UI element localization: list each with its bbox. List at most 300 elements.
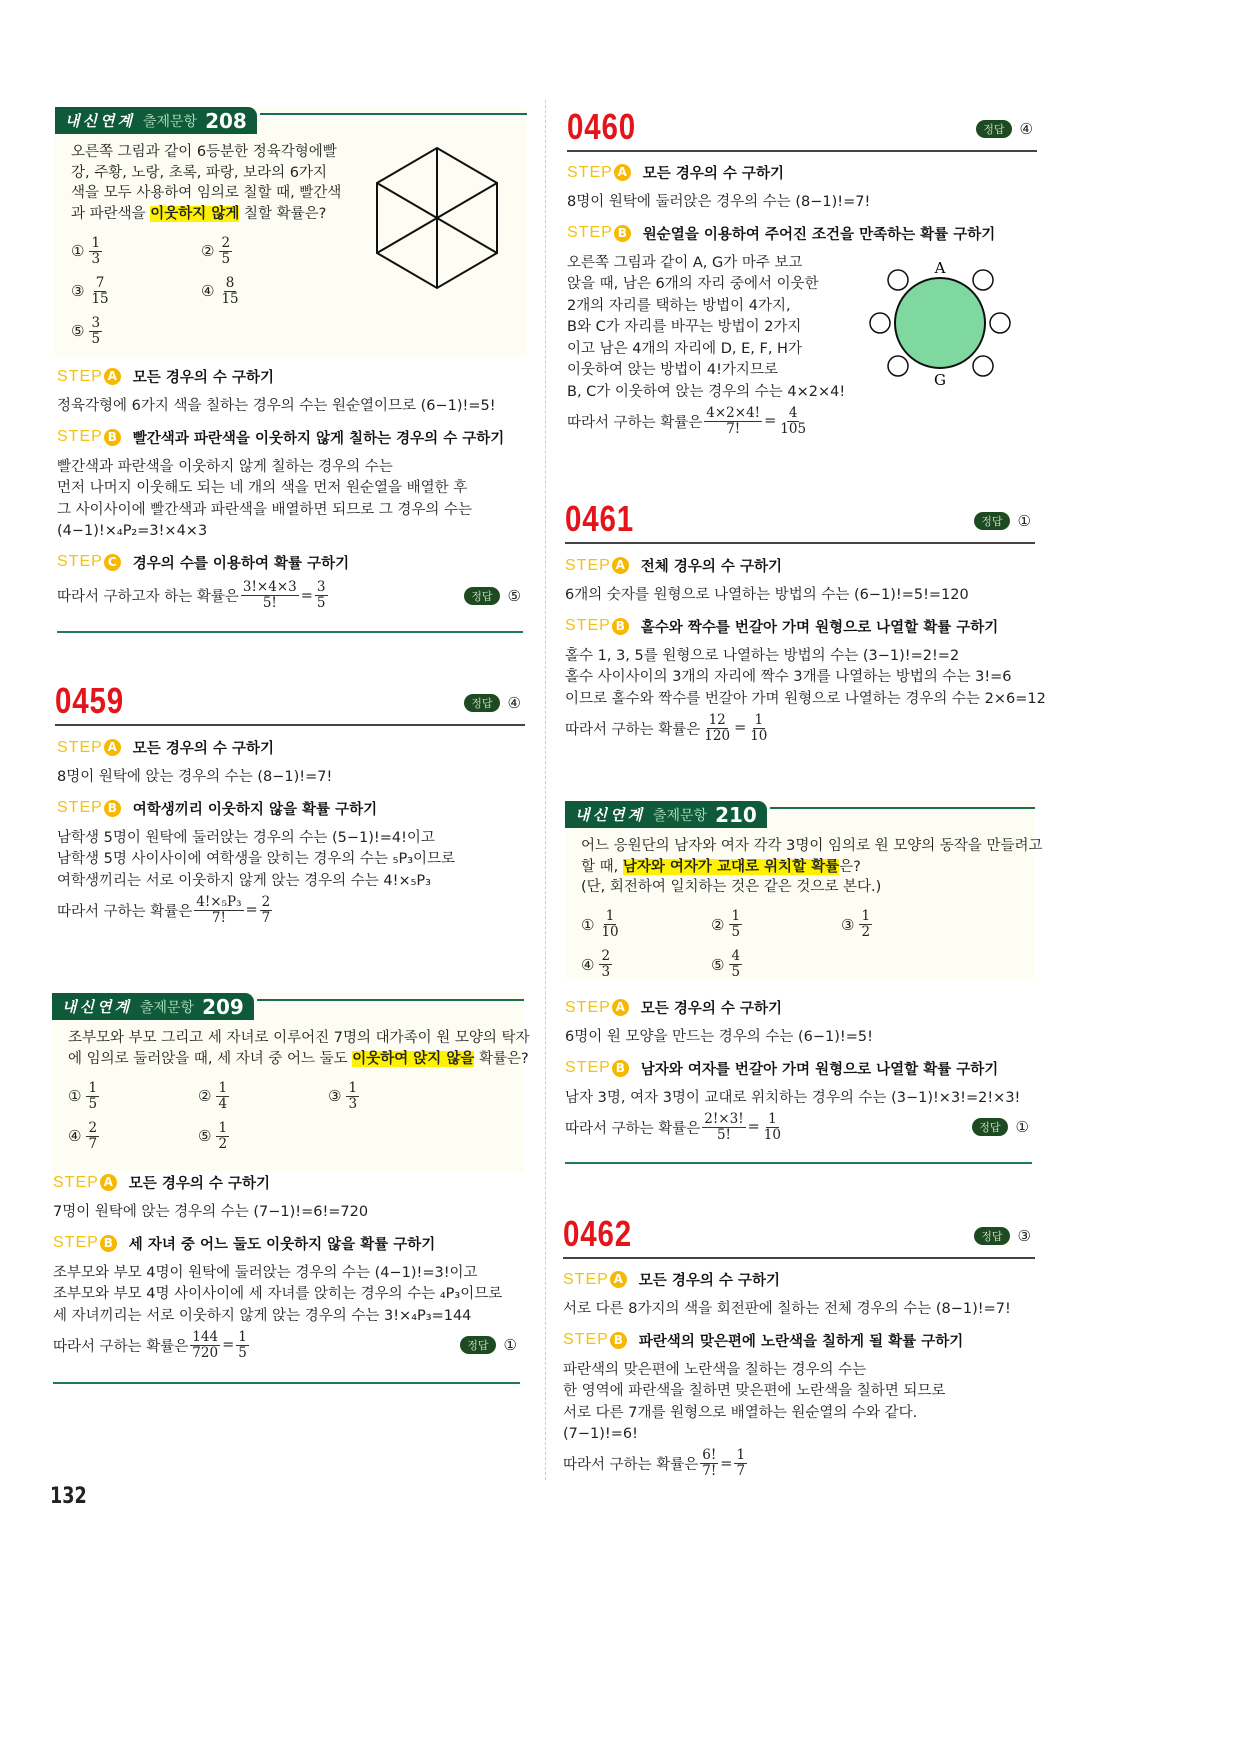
step-title: 남자와 여자를 번갈아 가며 원형으로 나열할 확률 구하기 [640, 1061, 999, 1078]
fraction [762, 1112, 783, 1143]
text: = [300, 587, 313, 604]
problem-line [68, 1028, 530, 1049]
step-title: 모든 경우의 수 구하기 [132, 741, 275, 757]
solution-line [57, 478, 525, 500]
step-badge: A [614, 164, 631, 181]
text: 7명이 원탁에 앉는 경우의 수는 (7−1)!=6!=720 [53, 1204, 369, 1220]
text: 어느 응원단의 남자와 여자 각각 3명이 임의로 원 모양의 동작을 만들려고 [581, 838, 1043, 854]
text: 홀수 사이사이의 3개의 자리에 짝수 3개를 나열하는 방법의 수는 3!=6 [565, 669, 1012, 685]
choice-5 [711, 946, 841, 984]
choice-mark: ⑤ [198, 1127, 212, 1145]
fraction [86, 1081, 99, 1112]
step-a-header [565, 992, 1033, 1023]
text: 6명이 원 모양을 만드는 경우의 수는 (6−1)!=5! [565, 1029, 873, 1045]
fraction [734, 1448, 747, 1479]
solution-line [57, 396, 525, 418]
step-title: 모든 경우의 수 구하기 [638, 1273, 781, 1289]
page-number: 132 [50, 1484, 87, 1509]
final-answer-line [57, 892, 525, 928]
step-b-header [567, 218, 1037, 249]
choice-2 [198, 1077, 328, 1115]
answer [972, 1118, 1029, 1136]
step-badge: B [104, 429, 121, 446]
text: 2개의 자리를 택하는 방법이 4가지, [567, 297, 791, 314]
denominator: 5 [316, 595, 326, 611]
answer-badge: 정답 [972, 1118, 1007, 1136]
solution-line [565, 1027, 1033, 1049]
text: B, C가 이웃하여 앉는 경우의 수는 4×2×4! [567, 383, 846, 400]
step-badge: A [104, 739, 121, 756]
question-number: 210 [715, 802, 757, 827]
fraction [219, 276, 240, 307]
text: = [764, 413, 777, 429]
choice-mark: ③ [841, 915, 855, 934]
problem-line [68, 1049, 530, 1070]
q210-box [565, 801, 1043, 980]
text: 8명이 원탁에 앉는 경우의 수는 (8−1)!=7! [57, 769, 333, 785]
seat [888, 356, 908, 376]
solution-line [57, 500, 525, 522]
problem-heading [563, 1213, 1035, 1259]
problem-line [581, 836, 1043, 857]
final-answer-line [565, 710, 1035, 746]
h0462-head [563, 1213, 1035, 1259]
denominator: 5 [731, 964, 741, 980]
text: 에 임의로 둘러앉을 때, 세 자녀 중 어느 둘도 [68, 1050, 353, 1067]
seat-label-g: G [934, 371, 946, 389]
step-title: 빨간색과 파란색을 이웃하지 않게 칠하는 경우의 수 구하기 [132, 430, 505, 447]
denominator: 5 [88, 1095, 98, 1112]
brand-title: 내신연계 [65, 112, 135, 130]
solution-line [563, 1299, 1033, 1321]
denominator: 7! [702, 1463, 717, 1479]
fraction [704, 406, 762, 437]
answer-mark: ④ [1019, 120, 1033, 138]
step-badge: A [100, 1174, 117, 1191]
fraction [190, 1330, 220, 1361]
text: 여학생끼리는 서로 이웃하지 않게 앉는 경우의 수는 4!×₅P₃ [57, 872, 431, 889]
h0460-head [567, 106, 1037, 152]
step-label: STEP [53, 1173, 99, 1191]
fraction [702, 1112, 745, 1143]
solution-line [57, 871, 525, 893]
answer-mark: ① [1017, 512, 1031, 530]
text: 남학생 5명 사이사이에 여학생을 앉히는 경우의 수는 ₅P₃이므로 [57, 851, 456, 867]
seat [870, 313, 890, 333]
choice-mark: ① [581, 915, 595, 934]
numerator: 2!×3! [704, 1110, 744, 1127]
step-a-header [567, 157, 1037, 188]
problem-line [71, 183, 341, 204]
step-badge: A [610, 1271, 627, 1288]
denominator: 3 [91, 250, 101, 267]
numerator: 1 [731, 908, 741, 924]
numerator: 12 [708, 711, 726, 728]
choice-mark: ④ [201, 282, 215, 300]
solution-line [563, 1360, 1033, 1382]
answer-choices [68, 1077, 530, 1155]
choice-1 [71, 232, 201, 270]
denominator: 120 [704, 727, 731, 744]
choice-mark: ① [71, 242, 85, 260]
numerator: 1 [861, 908, 871, 924]
text: 확률은? [474, 1050, 529, 1067]
numerator: 1 [605, 908, 615, 924]
fraction [599, 949, 612, 980]
numerator: 144 [192, 1328, 219, 1345]
final-answer-line [563, 1446, 1033, 1482]
numerator: 1 [218, 1079, 228, 1096]
step-b-header [53, 1228, 521, 1259]
section-divider [57, 631, 523, 633]
fraction [748, 713, 769, 744]
fraction [315, 580, 328, 611]
problem-body [68, 1028, 530, 1155]
text: 이웃하여 앉는 방법이 4!가지므로 [567, 362, 778, 378]
denominator: 7 [736, 1463, 746, 1479]
step-label: STEP [57, 428, 103, 445]
q209-box [52, 993, 530, 1171]
text: = [245, 902, 258, 918]
numerator: 2 [221, 234, 231, 251]
fraction [346, 1081, 359, 1112]
step-badge: A [612, 557, 629, 574]
fraction [89, 236, 102, 267]
step-title: 여학생끼리 이웃하지 않을 확률 구하기 [132, 801, 378, 818]
final-answer-line [57, 578, 525, 614]
text: 오른쪽 그림과 같이 A, G가 마주 보고 [567, 254, 803, 271]
step-a-header [565, 550, 1035, 581]
text: 할 때, [581, 858, 623, 875]
step-badge: B [104, 800, 121, 817]
step-b-header [565, 611, 1035, 642]
text: = [747, 1119, 760, 1135]
final-answer-line [565, 1109, 1033, 1145]
seat-label-a: A [934, 259, 946, 277]
s210-sol [565, 992, 1033, 1145]
denominator: 5 [238, 1344, 247, 1361]
choice-5 [71, 312, 201, 350]
brand-label: 출제문항 [142, 113, 198, 130]
text: 먼저 나머지 이웃해도 되는 네 개의 색을 먼저 원순열을 배열한 후 [57, 480, 468, 496]
section-divider [565, 1162, 1032, 1164]
fraction [702, 713, 732, 744]
seat [973, 356, 993, 376]
text: 조부모와 부모 그리고 세 자녀로 이루어진 7명의 대가족이 원 모양의 탁자 [68, 1030, 530, 1046]
step-title: 모든 경우의 수 구하기 [640, 1001, 783, 1017]
text: 강, 주황, 노랑, 초록, 파랑, 보라의 6가지 [71, 164, 328, 181]
step-title: 모든 경우의 수 구하기 [132, 370, 275, 386]
denominator: 105 [780, 420, 807, 437]
numerator: 4 [788, 404, 798, 421]
problem-number: 0461 [565, 498, 634, 539]
step-a-header [563, 1264, 1033, 1295]
step-label: STEP [567, 163, 613, 181]
numerator: 1 [736, 1447, 746, 1463]
text: B와 C가 자리를 바꾸는 방법이 2가지 [567, 319, 802, 335]
text: = [734, 720, 747, 736]
step-label: STEP [565, 998, 611, 1016]
final-answer-line [567, 403, 1037, 439]
numerator: 6! [702, 1447, 717, 1463]
text: 서로 다른 7개를 원형으로 배열하는 원순열의 수와 같다. [563, 1404, 918, 1421]
step-a-header [57, 361, 525, 392]
solution-line [53, 1263, 521, 1285]
solution-line [53, 1306, 521, 1328]
step-label: STEP [57, 367, 103, 385]
answer-mark: ① [1015, 1118, 1029, 1136]
section-divider [53, 1382, 520, 1384]
answer [974, 1227, 1031, 1245]
text: = [222, 1337, 235, 1353]
solution-line [565, 689, 1046, 711]
numerator: 1 [238, 1328, 247, 1345]
brand-label: 출제문항 [652, 807, 708, 824]
problem-number: 0459 [55, 680, 124, 721]
answer-badge: 정답 [976, 120, 1011, 138]
problem-line [71, 142, 341, 163]
text: 과 파란색을 [71, 205, 151, 222]
step-badge: B [612, 1060, 629, 1077]
choice-mark: ① [68, 1087, 82, 1105]
denominator: 10 [601, 924, 619, 940]
step-title: 모든 경우의 수 구하기 [642, 166, 785, 182]
denominator: 5 [221, 250, 231, 267]
step-badge: A [104, 368, 121, 385]
numerator: 1 [348, 1079, 358, 1096]
step-label: STEP [57, 738, 103, 756]
fraction [260, 895, 273, 926]
denominator: 4 [218, 1095, 228, 1112]
highlight-text: 이웃하여 앉지 않을 [352, 1050, 475, 1067]
text: = [720, 1455, 733, 1472]
text: 정육각형에 6가지 색을 칠하는 경우의 수는 원순열이므로 (6−1)!=5! [57, 398, 496, 414]
problem-line [581, 857, 1043, 878]
numerator: 3!×4×3 [242, 579, 297, 595]
step-badge: C [104, 554, 121, 571]
denominator: 5! [262, 595, 277, 611]
step-title: 원순열을 이용하여 주어진 조건을 만족하는 확률 구하기 [642, 226, 996, 243]
final-answer-line [53, 1327, 521, 1363]
answer-mark: ④ [507, 694, 521, 712]
text: 따라서 구하고자 하는 확률은 [57, 589, 239, 605]
naesin-header [52, 993, 254, 1020]
text: 그 사이사이에 빨간색과 파란색을 배열하면 되므로 그 경우의 수는 [57, 501, 473, 518]
numerator: 3 [91, 314, 101, 331]
numerator: 1 [754, 711, 764, 728]
text: 남자 3명, 여자 3명이 교대로 위치하는 경우의 수는 (3−1)!×3!=2!×3! [565, 1089, 1021, 1106]
brand-title: 내신연계 [62, 998, 132, 1016]
choice-mark: ② [201, 242, 215, 260]
answer-badge: 정답 [974, 512, 1009, 530]
denominator: 7! [211, 909, 226, 926]
problem-heading [567, 106, 1037, 152]
fraction [89, 316, 102, 347]
solution-line [53, 1284, 521, 1306]
solution-line [565, 646, 1035, 668]
round-table-diagram [860, 255, 1020, 395]
text: (7−1)!=6! [563, 1426, 638, 1442]
fraction [216, 1121, 229, 1152]
fraction [729, 909, 742, 940]
step-title: 모든 경우의 수 구하기 [128, 1176, 271, 1192]
text: 파란색의 맞은편에 노란색을 칠하는 경우의 수는 [563, 1361, 867, 1378]
numerator: 2 [261, 893, 271, 910]
text: 6개의 숫자를 원형으로 나열하는 방법의 수는 (6−1)!=5!=120 [565, 587, 969, 603]
text: 이므로 홀수와 짝수를 번갈아 가며 원형으로 나열하는 경우의 수는 2×6=12 [565, 690, 1046, 707]
step-label: STEP [567, 224, 613, 241]
answer-choices [581, 906, 1043, 984]
answer-badge: 정답 [464, 587, 499, 605]
choice-mark: ② [198, 1087, 212, 1105]
denominator: 7 [88, 1135, 98, 1152]
choice-3 [328, 1077, 458, 1115]
s208-sol [57, 361, 525, 614]
answer-badge: 정답 [974, 1227, 1009, 1245]
text: 조부모와 부모 4명 사이사이에 세 자녀를 앉히는 경우의 수는 ₄P₃이므로 [53, 1286, 503, 1302]
step-badge: B [610, 1332, 627, 1349]
text: 남학생 5명이 원탁에 둘러앉는 경우의 수는 (5−1)!=4!이고 [57, 829, 435, 846]
choice-2 [711, 906, 841, 944]
solution-line [57, 767, 525, 789]
solution-line [57, 828, 525, 850]
s0459-sol [57, 732, 525, 928]
text: 칠할 확률은? [239, 205, 327, 222]
fraction [236, 1330, 249, 1361]
answer-mark: ⑤ [507, 586, 521, 605]
h0461-head [565, 498, 1035, 544]
answer-badge: 정답 [464, 694, 499, 712]
text: (4−1)!×₄P₂=3!×4×3 [57, 523, 208, 539]
numerator: 1 [218, 1119, 228, 1136]
fraction [219, 236, 232, 267]
seat [990, 313, 1010, 333]
numerator: 4!×₅P₃ [196, 893, 242, 910]
fraction [216, 1081, 229, 1112]
solution-line [563, 1403, 1033, 1425]
choice-1 [68, 1077, 198, 1115]
step-badge: B [614, 225, 631, 242]
naesin-header [55, 107, 257, 134]
header-rule [260, 113, 527, 115]
text: (단, 회전하여 일치하는 것은 같은 것으로 본다.) [581, 879, 882, 895]
step-title: 경우의 수를 이용하여 확률 구하기 [132, 555, 350, 572]
numerator: 4 [731, 948, 741, 964]
question-number: 208 [205, 108, 247, 133]
fraction [194, 895, 243, 926]
text: 한 영역에 파란색을 칠하면 맞은편에 노란색을 칠하면 되므로 [563, 1383, 946, 1399]
text: 이고 남은 4개의 자리에 D, E, F, H가 [567, 340, 802, 357]
denominator: 15 [91, 290, 109, 307]
header-rule [257, 999, 524, 1001]
step-label: STEP [565, 556, 611, 574]
step-b-header [565, 1053, 1033, 1084]
numerator: 7 [95, 274, 105, 291]
problem-number: 0460 [567, 106, 636, 147]
fraction [859, 909, 872, 940]
denominator: 5 [91, 330, 101, 347]
step-label: STEP [53, 1234, 99, 1251]
step-b-header [563, 1325, 1033, 1356]
choice-mark: ② [711, 915, 725, 934]
numerator: 2 [88, 1119, 98, 1136]
solution-line [53, 1202, 521, 1224]
answer-badge: 정답 [460, 1336, 495, 1354]
text: 조부모와 부모 4명이 원탁에 둘러앉는 경우의 수는 (4−1)!=3!이고 [53, 1264, 478, 1281]
seat [888, 270, 908, 290]
answer-mark: ③ [1017, 1227, 1031, 1245]
solution-line [565, 667, 1035, 689]
step-badge: B [612, 618, 629, 635]
numerator: 8 [225, 274, 235, 291]
text: 앉을 때, 남은 6개의 자리 중에서 이웃한 [567, 276, 819, 292]
text: 따라서 구하는 확률은 [565, 1120, 701, 1137]
choice-mark: ④ [581, 955, 595, 974]
choice-mark: ③ [71, 282, 85, 300]
text: 8명이 원탁에 둘러앉은 경우의 수는 (8−1)!=7! [567, 194, 871, 210]
answer [464, 694, 521, 712]
text: 세 자녀끼리는 서로 이웃하지 않게 앉는 경우의 수는 3!×₄P₃=144 [53, 1307, 472, 1324]
choice-3 [841, 906, 971, 944]
numerator: 1 [91, 234, 101, 251]
solution-line [565, 585, 1035, 607]
denominator: 2 [218, 1135, 228, 1152]
s209-sol [53, 1167, 521, 1363]
step-label: STEP [57, 553, 103, 570]
denominator: 10 [763, 1126, 781, 1143]
solution-line [57, 849, 525, 871]
answer [976, 120, 1033, 138]
step-title: 파란색의 맞은편에 노란색을 칠하게 될 확률 구하기 [638, 1333, 964, 1350]
text: 따라서 구하는 확률은 [565, 721, 701, 738]
step-title: 세 자녀 중 어느 둘도 이웃하지 않을 확률 구하기 [128, 1236, 436, 1253]
step-label: STEP [563, 1331, 609, 1348]
fraction [241, 580, 299, 611]
choice-2 [201, 232, 331, 270]
answer-choices [71, 232, 341, 350]
problem-number: 0462 [563, 1213, 632, 1254]
step-label: STEP [565, 617, 611, 634]
numerator: 3 [316, 579, 326, 595]
s0462-sol [563, 1264, 1033, 1482]
choice-mark: ④ [68, 1127, 82, 1145]
denominator: 3 [348, 1095, 358, 1112]
denominator: 5 [731, 924, 741, 940]
choice-4 [581, 946, 711, 984]
numerator: 2 [601, 948, 611, 964]
choice-1 [581, 906, 711, 944]
step-b-header [57, 422, 525, 453]
step-label: STEP [563, 1270, 609, 1288]
choice-mark: ③ [328, 1087, 342, 1105]
step-label: STEP [565, 1059, 611, 1076]
fraction [86, 1121, 99, 1152]
solution-line [563, 1381, 1033, 1403]
numerator: 1 [88, 1079, 98, 1096]
denominator: 15 [221, 290, 239, 307]
s0461-sol [565, 550, 1046, 746]
choice-4 [201, 272, 331, 310]
problem-body [71, 142, 341, 350]
text: 서로 다른 8가지의 색을 회전판에 칠하는 전체 경우의 수는 (8−1)!=7! [563, 1301, 1011, 1317]
answer [974, 512, 1031, 530]
fraction [599, 909, 620, 940]
choice-4 [68, 1117, 198, 1155]
h0459-head [55, 680, 525, 726]
answer-mark: ① [503, 1336, 517, 1354]
choice-5 [198, 1117, 328, 1155]
step-badge: A [612, 999, 629, 1016]
